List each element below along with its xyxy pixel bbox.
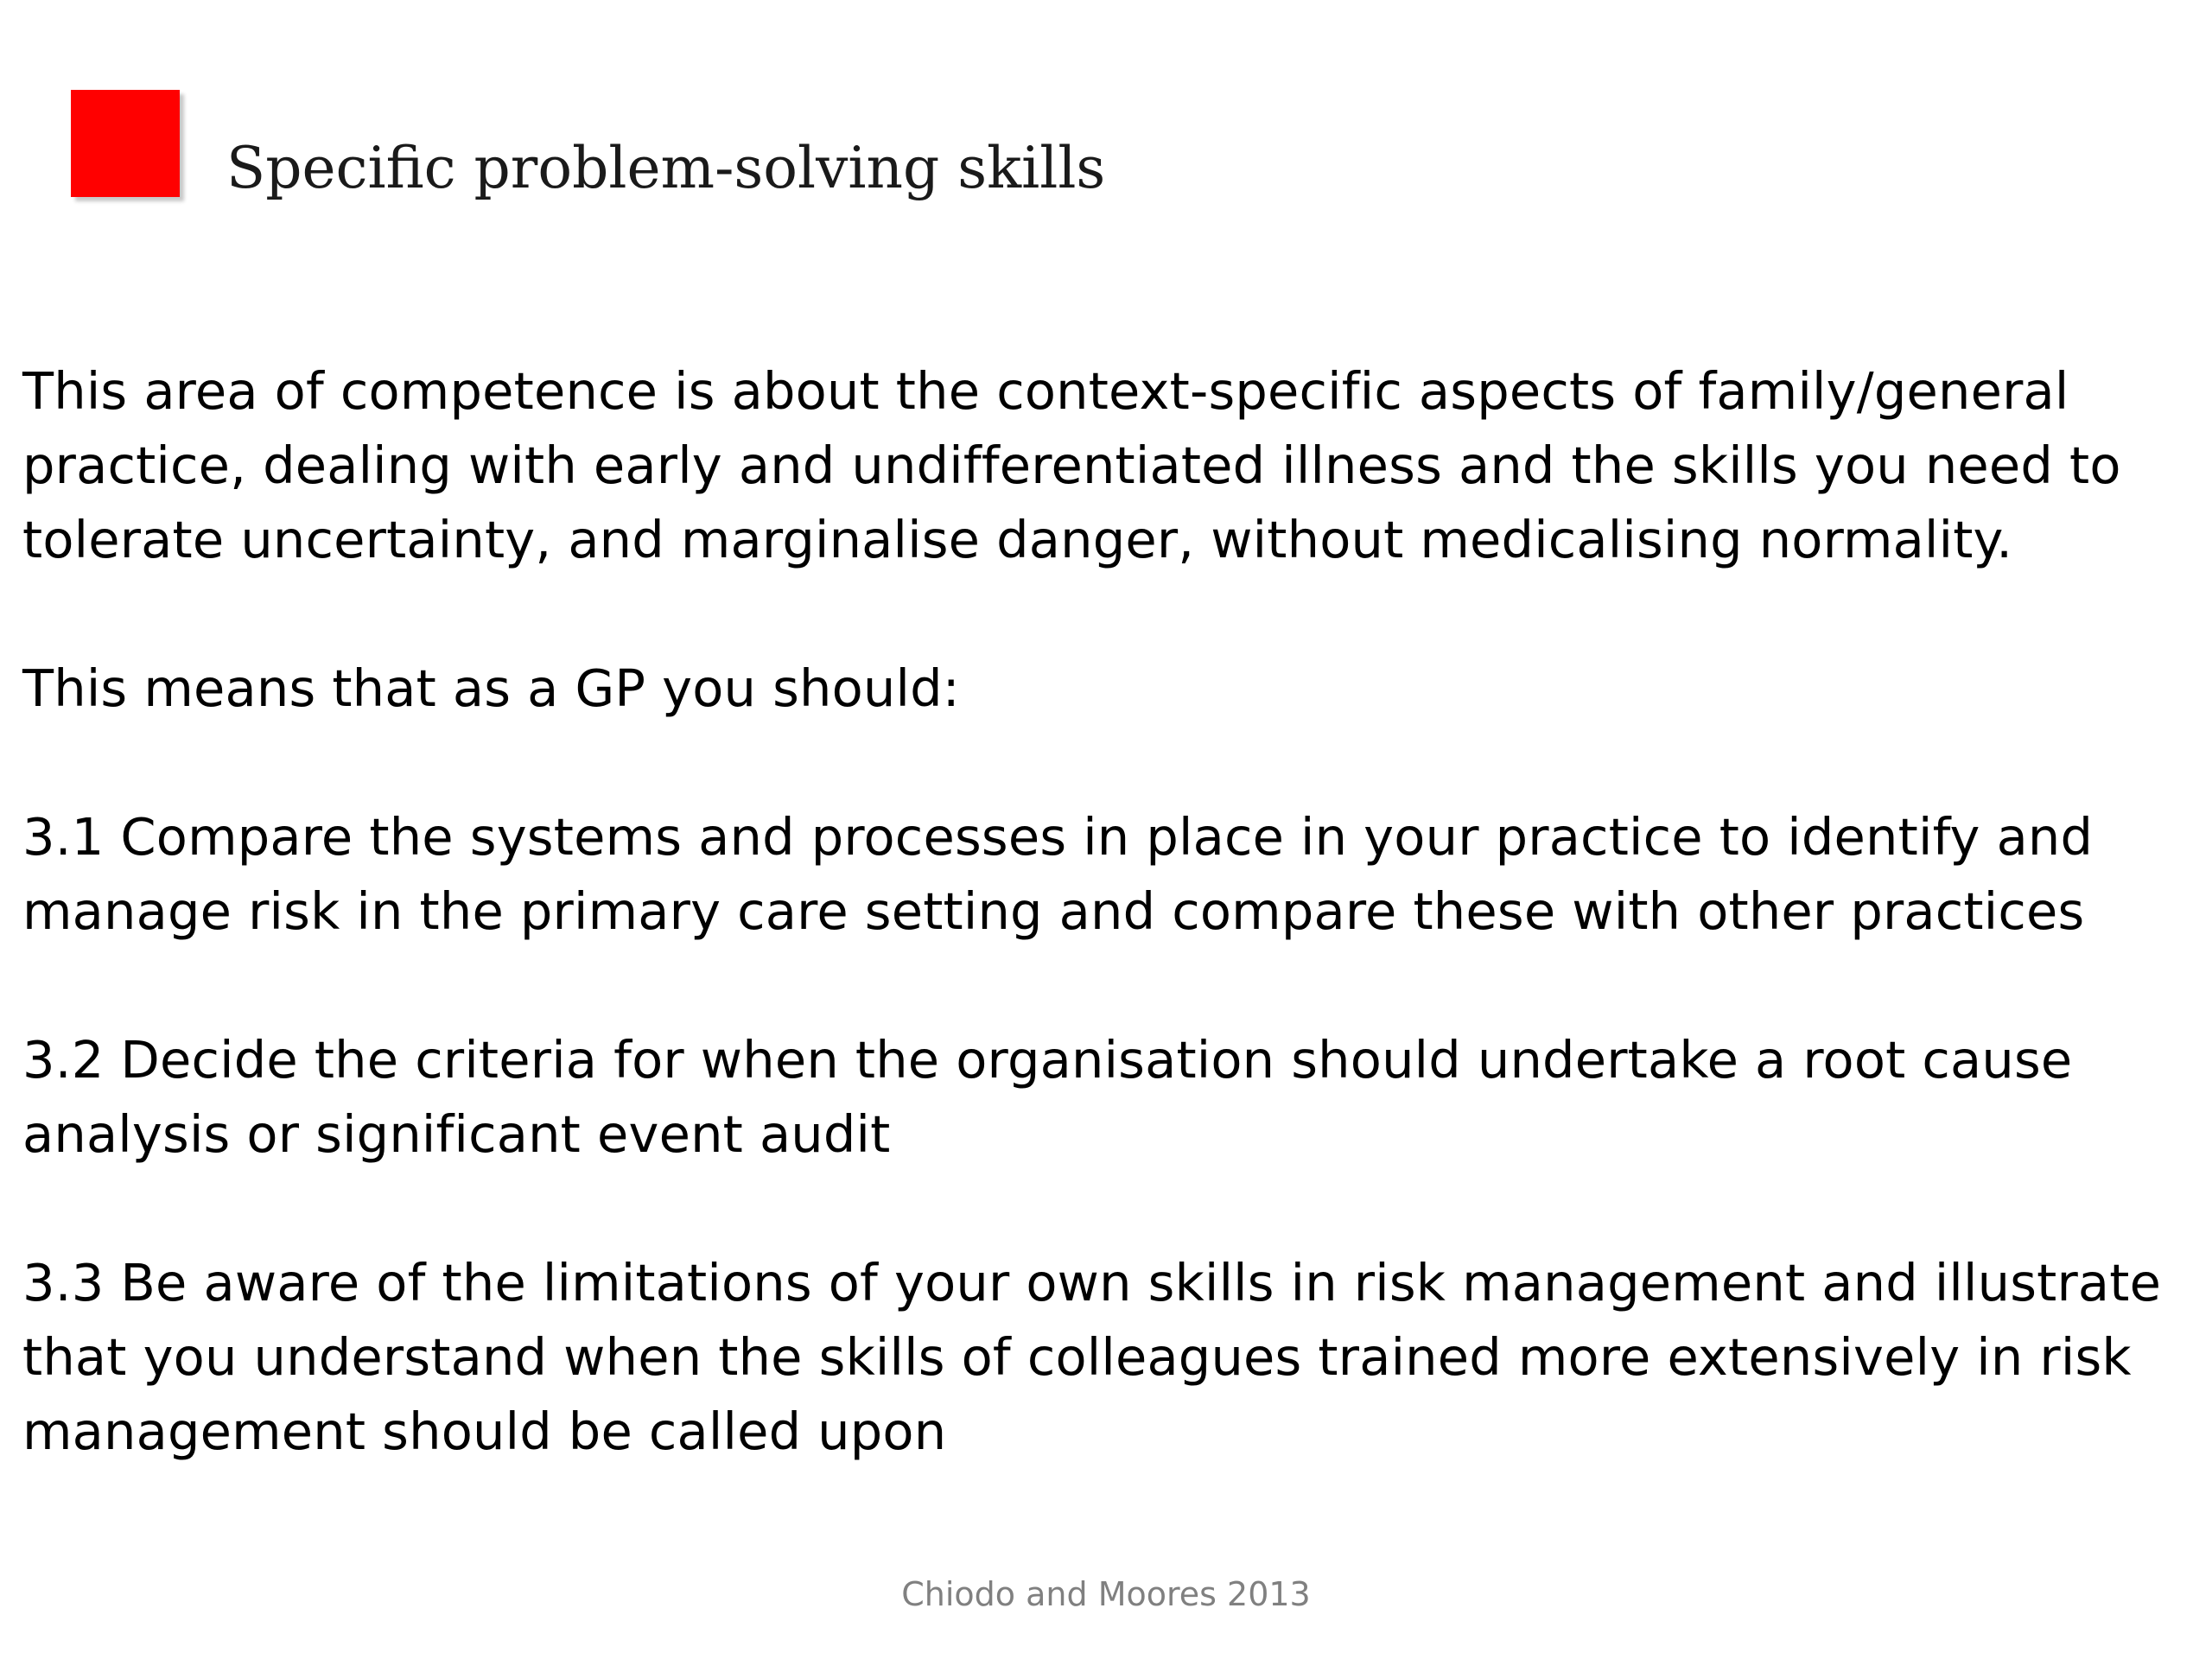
intro-line: tolerate uncertainty, and marginalise danger, without medicalising normality.: [22, 510, 2013, 569]
lead-in-line: This means that as a GP you should:: [22, 658, 960, 718]
item-line: management should be called upon: [22, 1402, 947, 1461]
item-line: 3.2 Decide the criteria for when the organisation should undertake a root cause: [22, 1030, 2073, 1090]
competence-item-3-2: [22, 1023, 2183, 1172]
slide-footer-credit: Chiodo and Moores 2013: [901, 1575, 1311, 1613]
intro-paragraph: [22, 354, 2183, 577]
red-square-bullet-icon: [71, 90, 180, 197]
competence-item-3-3: [22, 1246, 2183, 1469]
competence-item-3-1: [22, 800, 2183, 949]
item-line: manage risk in the primary care setting and compare these with other practices: [22, 881, 2085, 941]
item-line: 3.1 Compare the systems and processes in place in your practice to identify and: [22, 807, 2094, 867]
item-line: analysis or significant event audit: [22, 1104, 891, 1164]
item-line: 3.3 Be aware of the limitations of your own skills in risk management and illustrate: [22, 1253, 2162, 1313]
intro-line: practice, dealing with early and undifferentiated illness and the skills you need to: [22, 435, 2121, 495]
slide-body: [22, 354, 2183, 1469]
intro-line: This area of competence is about the context-specific aspects of family/general: [22, 361, 2069, 421]
lead-in-paragraph: [22, 652, 2183, 726]
item-line: that you understand when the skills of colleagues trained more extensively in risk: [22, 1327, 2132, 1387]
slide-title: Specific problem-solving skills: [226, 135, 1106, 201]
